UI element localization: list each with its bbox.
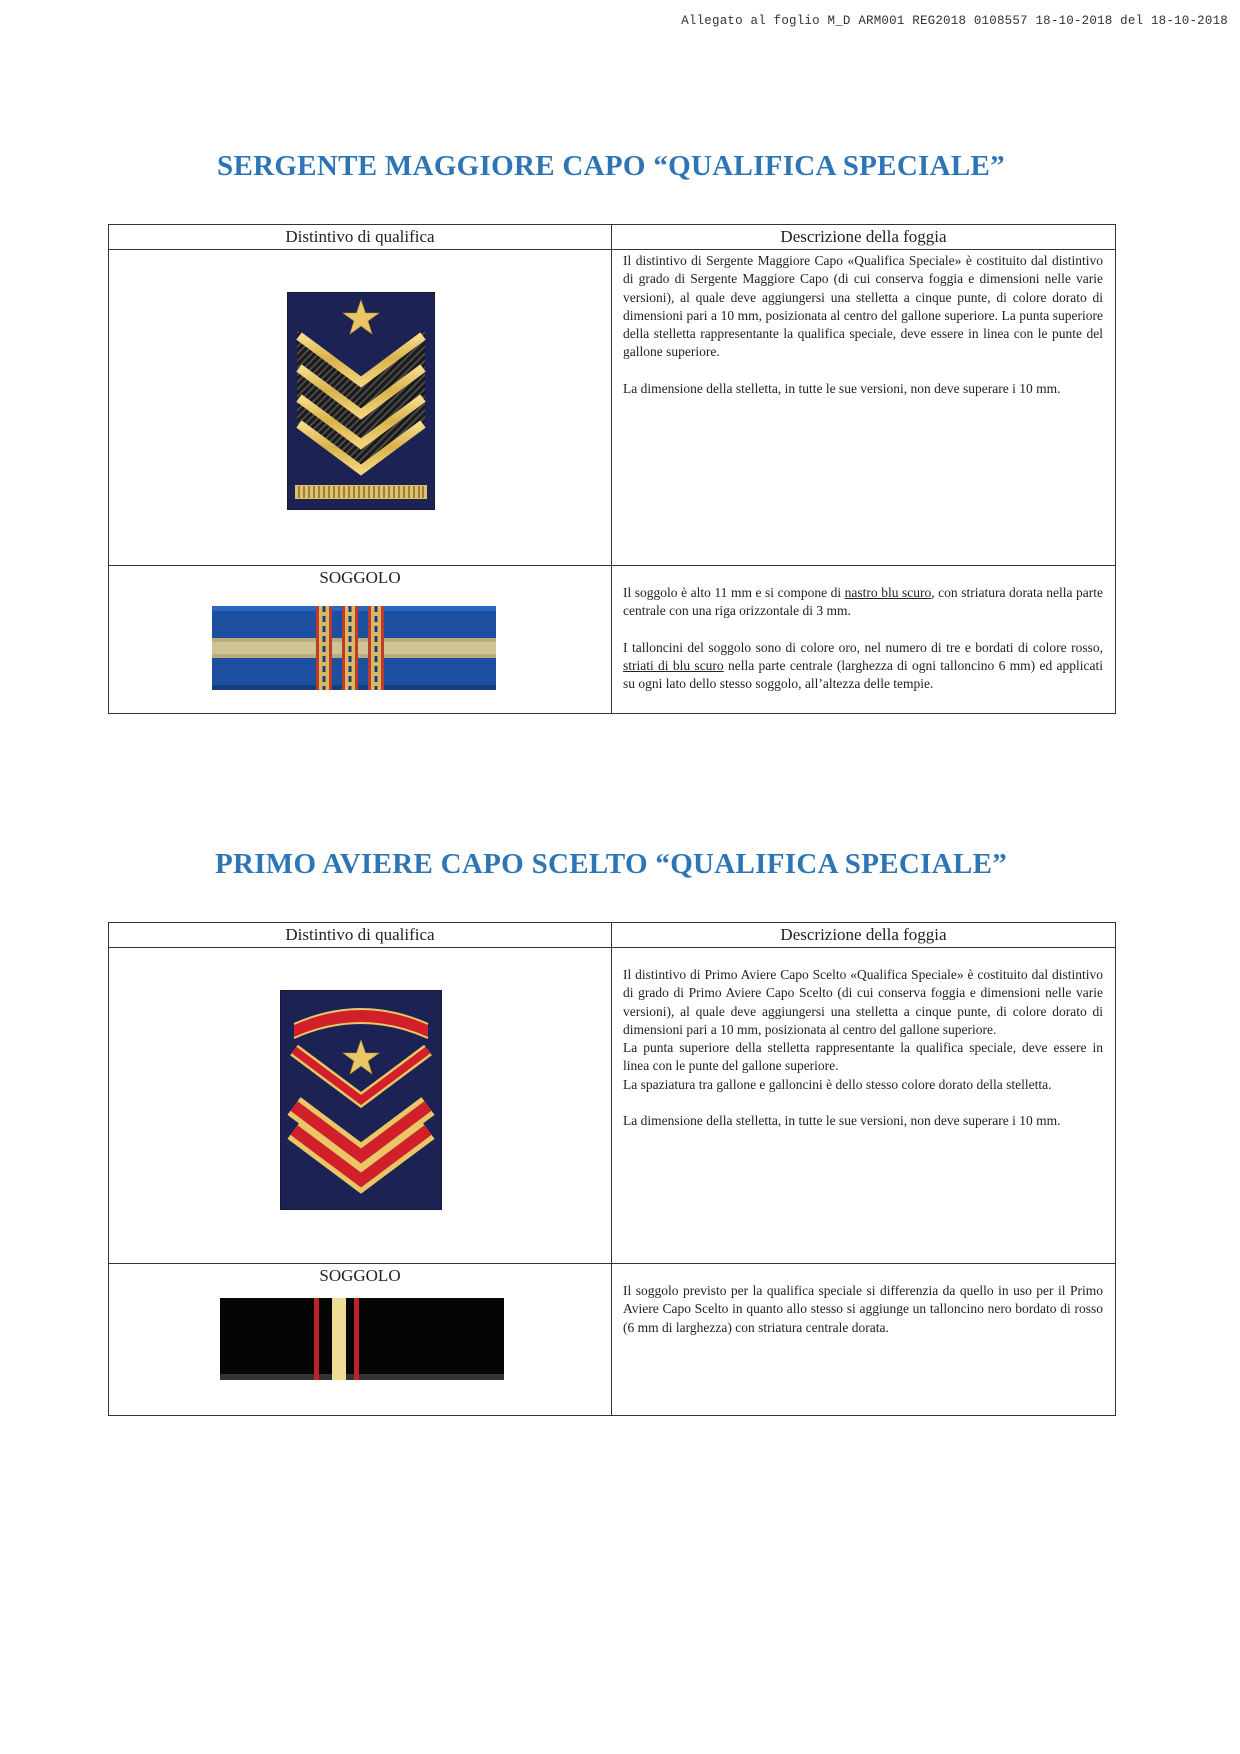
- soggolo-label: SOGGOLO: [319, 1266, 401, 1285]
- description-line: La punta superiore della stelletta rappresentante la qualifica speciale, deve essere in linea con le punte del gallone superiore.: [623, 1040, 1103, 1074]
- soggolo-description-cell-primo-aviere: [612, 1264, 1116, 1416]
- soggolo-text: Il soggolo è alto 11 mm e si compone di: [623, 585, 845, 600]
- badge-cell-sergente: [109, 250, 612, 566]
- description-paragraph: La dimensione della stelletta, in tutte le sue versioni, non deve superare i 10 mm.: [623, 380, 1061, 396]
- description-line: La spaziatura tra gallone e galloncini è dello stesso colore dorato della stelletta.: [623, 1076, 1052, 1092]
- soggolo-paragraph: Il soggolo previsto per la qualifica speciale si differenzia da quello in uso per il Primo Aviere Capo Scelto in quanto allo stesso si aggiunge un talloncino nero bordato di rosso (6 mm di larghezza) con striatura centrale dorata.: [623, 1283, 1103, 1335]
- soggolo-ribbon-primo-aviere-image: [220, 1298, 504, 1380]
- soggolo-underlined-text: striati di blu scuro: [623, 657, 724, 673]
- badge-cell-primo-aviere: [109, 948, 612, 1264]
- soggolo-description-cell-sergente: [612, 566, 1116, 714]
- description-paragraph: La dimensione della stelletta, in tutte le sue versioni, non deve superare i 10 mm.: [623, 1113, 1061, 1129]
- col-header-descrizione: Descrizione della foggia: [612, 923, 1116, 948]
- spec-table-primo-aviere: [108, 922, 1116, 1416]
- description-cell-primo-aviere: [612, 948, 1116, 1264]
- soggolo-label: SOGGOLO: [319, 568, 401, 587]
- soggolo-text: I talloncini del soggolo sono di colore oro, nel numero di tre e bordati di colore rosso,: [623, 639, 1103, 655]
- primo-aviere-badge-image: [280, 990, 442, 1210]
- description-cell-sergente: [612, 250, 1116, 566]
- col-header-distintivo: Distintivo di qualifica: [109, 225, 612, 250]
- document-reference-note: Allegato al foglio M_D ARM001 REG2018 0108557 18-10-2018 del 18-10-2018: [681, 14, 1228, 28]
- description-line: Il distintivo di Primo Aviere Capo Scelto «Qualifica Speciale» è costituito dal distintivo di grado di Primo Aviere Capo Scelto (di cui conserva foggia e dimensioni nelle varie versioni), al quale deve aggiungersi una stelletta a cinque punte, di colore dorato di dimensioni pari a 10 mm, posizionata al centro del gallone superiore.: [623, 967, 1103, 1037]
- section-title-sergente: SERGENTE MAGGIORE CAPO “QUALIFICA SPECIALE”: [217, 150, 1005, 182]
- col-header-descrizione: Descrizione della foggia: [612, 225, 1116, 250]
- sergente-badge-image: [287, 292, 435, 510]
- soggolo-paragraph: [623, 639, 1103, 694]
- col-header-distintivo: Distintivo di qualifica: [109, 923, 612, 948]
- soggolo-underlined-text: nastro blu scuro: [844, 585, 932, 600]
- soggolo-paragraph: [623, 584, 1103, 621]
- description-paragraph: Il distintivo di Sergente Maggiore Capo «Qualifica Speciale» è costituito dal distintivo di grado di Sergente Maggiore Capo (di cui conserva foggia e dimensioni nelle varie versioni), al quale deve aggiungersi una stelletta a cinque punte, di colore dorato di dimensioni pari a 10 mm, posizionata al centro del gallone superiore. La punta superiore della stelletta rappresentante la qualifica speciale, deve essere in linea con le punte del gallone superiore.: [623, 253, 1103, 360]
- soggolo-cell-primo-aviere: [109, 1264, 612, 1416]
- soggolo-ribbon-sergente-image: [212, 606, 496, 690]
- soggolo-cell-sergente: [109, 566, 612, 714]
- soggolo-text: , con striatura dorata nella parte centrale con una riga orizzontale di 3 mm.: [623, 585, 1104, 619]
- section-title-primo-aviere: PRIMO AVIERE CAPO SCELTO “QUALIFICA SPECIALE”: [214, 848, 1008, 880]
- soggolo-text: nella parte centrale (larghezza di ogni talloncino 6 mm) ed applicati su ogni lato dello stesso soggolo, all’altezza delle tempie.: [623, 657, 1103, 692]
- spec-table-sergente: [108, 224, 1116, 714]
